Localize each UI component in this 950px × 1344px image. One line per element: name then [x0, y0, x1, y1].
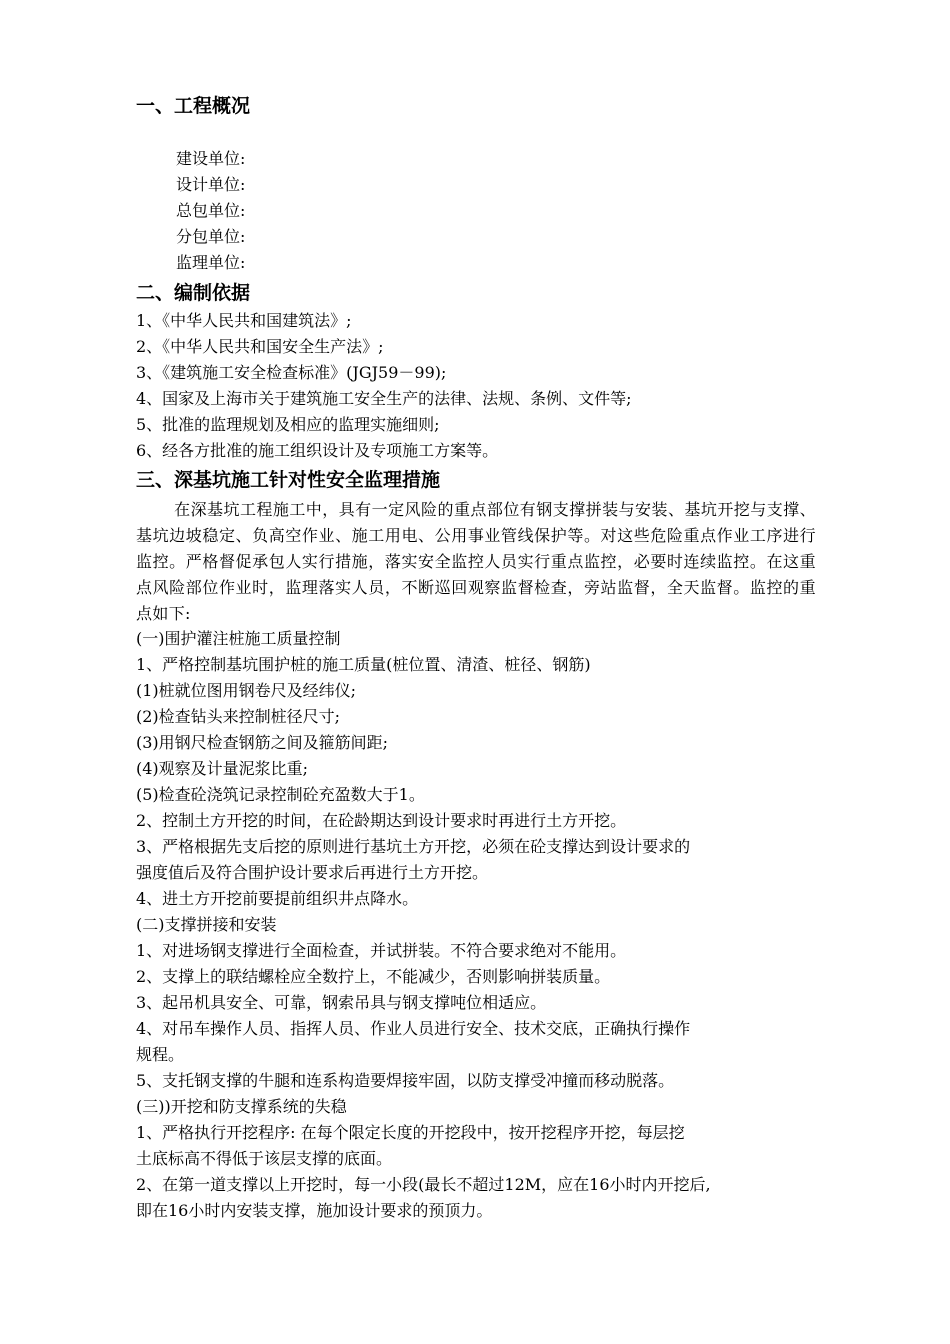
list-item: 2、控制土方开挖的时间，在砼龄期达到设计要求时再进行土方开挖。	[136, 811, 627, 830]
intro-text: 在深基坑工程施工中，具有一定风险的重点部位有钢支撑拼装与安装、基坑开挖与支撑、基坑边坡稳定、负高空作业、施工用电、公用事业管线保护等。对这些危险重点作业工序进行监控。严格督促承包人实行措施，落实安全监控人员实行重点监控，必要时连续监控。在这重点风险部位作业时，监理落实人员，不断巡回观察监督检查，旁站监督，全天监督。监控的重点如下:	[136, 500, 816, 623]
unit-supervision: 监理单位:	[176, 253, 246, 272]
list-item: 5、支托钢支撑的牛腿和连系构造要焊接牢固，以防支撑受冲撞而移动脱落。	[136, 1071, 675, 1090]
list-item: 1、严格控制基坑围护桩的施工质量(桩位置、清渣、桩径、钢筋)	[136, 655, 591, 674]
list-item: 4、进土方开挖前要提前组织井点降水。	[136, 889, 419, 908]
list-item: 1、严格执行开挖程序: 在每个限定长度的开挖段中，按开挖程序开挖，每层挖	[136, 1123, 685, 1142]
section-title-basis: 二、编制依据	[136, 282, 251, 304]
subsection-title-piles: (一)围护灌注桩施工质量控制	[136, 629, 341, 648]
list-item: (2)检查钻头来控制桩径尺寸;	[136, 707, 341, 726]
unit-construction: 建设单位:	[176, 149, 246, 168]
unit-general-contractor: 总包单位:	[176, 201, 246, 220]
basis-item: 6、经各方批准的施工组织设计及专项施工方案等。	[136, 441, 499, 460]
basis-item: 5、批准的监理规划及相应的监理实施细则;	[136, 415, 440, 434]
basis-item: 2、《中华人民共和国安全生产法》;	[136, 337, 384, 356]
section-title-overview: 一、工程概况	[136, 95, 251, 117]
section-title-measures: 三、深基坑施工针对性安全监理措施	[136, 469, 441, 491]
list-item: (4)观察及计量泥浆比重;	[136, 759, 309, 778]
intro-paragraph	[136, 497, 816, 627]
subsection-title-excavation: (三))开挖和防支撑系统的失稳	[136, 1097, 347, 1116]
list-item: 3、起吊机具安全、可靠，钢索吊具与钢支撑吨位相适应。	[136, 993, 547, 1012]
list-item-continuation: 规程。	[136, 1045, 185, 1064]
basis-item: 1、《中华人民共和国建筑法》;	[136, 311, 352, 330]
list-item-continuation: 即在16小时内安装支撑，施加设计要求的预顶力。	[136, 1201, 493, 1220]
list-item: 2、支撑上的联结螺栓应全数拧上，不能减少，否则影响拼装质量。	[136, 967, 611, 986]
unit-design: 设计单位:	[176, 175, 246, 194]
basis-item: 4、国家及上海市关于建筑施工安全生产的法律、法规、条例、文件等;	[136, 389, 632, 408]
list-item: 3、严格根据先支后挖的原则进行基坑土方开挖，必须在砼支撑达到设计要求的	[136, 837, 691, 856]
list-item: (3)用钢尺检查钢筋之间及箍筋间距;	[136, 733, 389, 752]
list-item: (5)检查砼浇筑记录控制砼充盈数大于1。	[136, 785, 425, 804]
list-item-continuation: 强度值后及符合围护设计要求后再进行土方开挖。	[136, 863, 489, 882]
subsection-title-support: (二)支撑拼接和安装	[136, 915, 277, 934]
list-item: 2、在第一道支撑以上开挖时，每一小段(最长不超过12M，应在16小时内开挖后,	[136, 1175, 711, 1194]
unit-subcontractor: 分包单位:	[176, 227, 246, 246]
list-item: (1)桩就位图用钢卷尺及经纬仪;	[136, 681, 357, 700]
list-item-continuation: 土底标高不得低于该层支撑的底面。	[136, 1149, 393, 1168]
list-item: 1、对进场钢支撑进行全面检查，并试拼装。不符合要求绝对不能用。	[136, 941, 627, 960]
list-item: 4、对吊车操作人员、指挥人员、作业人员进行安全、技术交底，正确执行操作	[136, 1019, 691, 1038]
basis-item: 3、《建筑施工安全检查标准》(JGJ59－99);	[136, 363, 447, 382]
